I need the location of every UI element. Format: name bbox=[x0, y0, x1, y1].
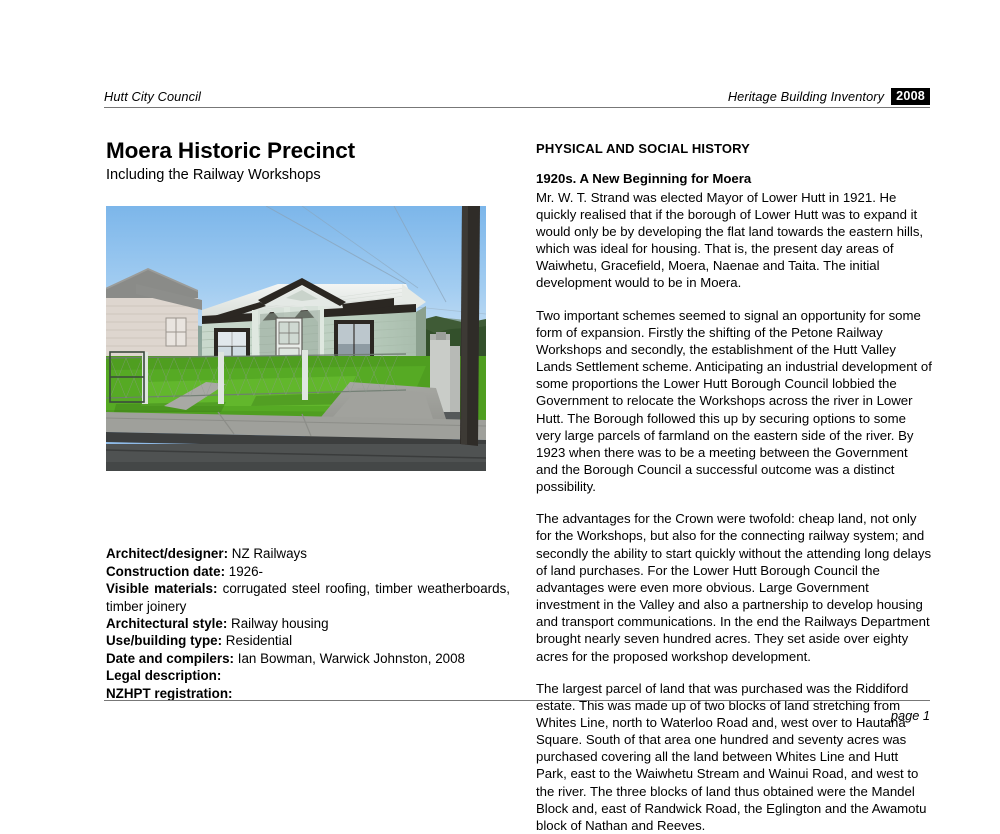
metadata-label: Visible materials: bbox=[106, 581, 218, 597]
metadata-row-construction-date bbox=[106, 563, 510, 580]
metadata-value: corrugated steel roofing, timber weatherboards, timber joinery bbox=[106, 581, 510, 614]
metadata-row-architectural-style bbox=[106, 615, 510, 632]
metadata-row-date-and-compilers bbox=[106, 650, 510, 667]
metadata-label: Date and compilers: bbox=[106, 650, 234, 666]
page-footer bbox=[104, 700, 930, 725]
history-paragraph-3: The advantages for the Crown were twofold: cheap land, not only for the Workshops, but also for the connecting railway system; and secondly the ability to start quickly without the attending long delays of land purchases. For the Lower Hutt Borough Council the advantages were even more obvious. Large Government investment in the Valley and also a partnership to develop housing and transport communications. In the end the Railways Department brought nearly seven hundred acres. They set aside over eighty acres for the proposed workshop development. bbox=[536, 511, 932, 664]
metadata-row-legal-description bbox=[106, 667, 510, 684]
metadata-label: NZHPT registration: bbox=[106, 685, 233, 701]
page-header bbox=[104, 88, 930, 108]
header-inventory-title: Heritage Building Inventory bbox=[727, 89, 885, 105]
page-number: page 1 bbox=[890, 708, 930, 723]
page-title: Moera Historic Precinct bbox=[106, 138, 356, 163]
metadata-row-architect bbox=[106, 545, 510, 562]
metadata-label: Construction date: bbox=[106, 563, 226, 579]
history-paragraph-4: The largest parcel of land that was purchased was the Riddiford estate. This was made up of two blocks of land stretching from Whites Line, north to Waterloo Road and, west over to Hautana Square. South of that area one hundred and seventy acres was purchased covering all the land between Whites Line and Hutt Park, east to the Waiwhetu Stream and Wainui Road, and west to the river. The three blocks of land thus obtained were the Mandel Block and, east of Randwick Road, the Eglington and the Awamotu block of Nathan and Reeves. bbox=[536, 680, 927, 833]
photograph-illustration bbox=[106, 206, 486, 471]
metadata-value: Ian Bowman, Warwick Johnston, 2008 bbox=[237, 650, 465, 666]
metadata-value: 1926- bbox=[228, 563, 264, 579]
history-paragraph-2: Two important schemes seemed to signal an opportunity for some form of expansion. Firstly the shifting of the Petone Railway Workshops and secondly, the establishment of the Hutt Valley Lands Settlement scheme. Anticipating an industrial development of some proportions the Lower Hutt Borough Council lobbied the Government to relocate the Workshops across the river in Lower Hutt. The Borough followed this up by securing options to some very large parcels of farmland on the eastern side of the river. By 1923 when there was to be a meeting between the Government and the Borough Council a successful outcome was a distinct possibility. bbox=[536, 307, 932, 495]
metadata-label: Architectural style: bbox=[106, 616, 228, 632]
left-column bbox=[106, 138, 510, 702]
metadata-label: Architect/designer: bbox=[106, 546, 229, 562]
building-metadata-list bbox=[106, 545, 510, 702]
metadata-value: Railway housing bbox=[231, 616, 329, 632]
header-right-group bbox=[728, 88, 930, 105]
metadata-row-use-building-type bbox=[106, 632, 510, 649]
metadata-value: Residential bbox=[225, 633, 293, 649]
section-heading-physical-and-social-history: PHYSICAL AND SOCIAL HISTORY bbox=[536, 141, 751, 156]
building-photograph bbox=[106, 206, 486, 471]
header-organisation: Hutt City Council bbox=[104, 89, 201, 105]
metadata-label: Use/building type: bbox=[106, 633, 223, 649]
page-subtitle: Including the Railway Workshops bbox=[106, 167, 321, 184]
metadata-row-visible-materials bbox=[106, 580, 510, 615]
sub-heading-1920s: 1920s. A New Beginning for Moera bbox=[536, 171, 752, 186]
metadata-label: Legal description: bbox=[106, 668, 222, 684]
history-paragraph-1: Mr. W. T. Strand was elected Mayor of Lower Hutt in 1921. He quickly realised that if the borough of Lower Hutt was to expand it would only be by developing the flat land towards the eastern hills, which was ideal for housing. That is, the present day areas of Waiwhetu, Gracefield, Moera, Naenae and Taita. The initial development would to be in Moera. bbox=[536, 189, 924, 291]
header-year-badge: 2008 bbox=[891, 88, 930, 105]
right-column bbox=[536, 141, 932, 834]
metadata-value: NZ Railways bbox=[231, 546, 307, 562]
